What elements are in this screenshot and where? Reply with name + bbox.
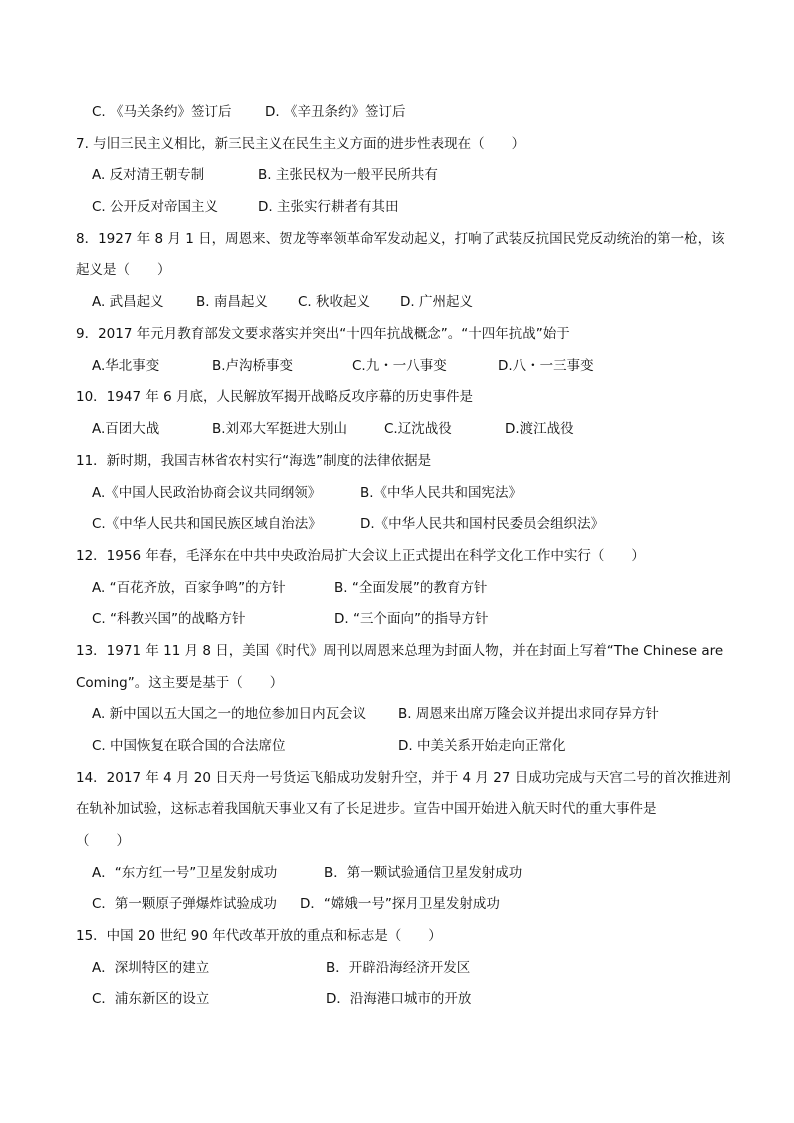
option-7a: A. 反对清王朝专制	[92, 167, 205, 183]
question-14-cont: 在轨补加试验，这标志着我国航天事业又有了长足进步。宣告中国开始进入航天时代的重大事件是	[76, 801, 657, 817]
question-7: 7. 与旧三民主义相比，新三民主义在民生主义方面的进步性表现在（ ）	[76, 136, 526, 152]
option-13b: B. 周恩来出席万隆会议并提出求同存异方针	[398, 706, 659, 722]
option-8c: C. 秋收起义	[298, 294, 371, 310]
question-10: 10．1947 年 6 月底，人民解放军揭开战略反攻序幕的历史事件是	[76, 389, 473, 405]
option-15c: C．浦东新区的设立	[92, 991, 210, 1007]
question-12: 12．1956 年春，毛泽东在中共中央政治局扩大会议上正式提出在科学文化工作中实行（ ）	[76, 548, 645, 564]
question-15: 15．中国 20 世纪 90 年代改革开放的重点和标志是（ ）	[76, 928, 442, 944]
option-11a: A.《中国人民政治协商会议共同纲领》	[92, 485, 322, 501]
option-8b: B. 南昌起义	[196, 294, 268, 310]
option-11b: B.《中华人民共和国宪法》	[360, 485, 523, 501]
option-8a: A. 武昌起义	[92, 294, 164, 310]
option-6d: D. 《辛丑条约》签订后	[265, 104, 406, 120]
question-11: 11．新时期，我国吉林省农村实行“海选”制度的法律依据是	[76, 453, 432, 469]
option-15a: A．深圳特区的建立	[92, 960, 210, 976]
option-14d: D．“嫦娥一号”探月卫星发射成功	[300, 896, 500, 912]
option-12d: D. “三个面向”的指导方针	[334, 611, 489, 627]
option-10a: A.百团大战	[92, 421, 160, 437]
option-7d: D. 主张实行耕者有其田	[258, 199, 399, 215]
option-10d: D.渡江战役	[505, 421, 574, 437]
option-8d: D. 广州起义	[400, 294, 473, 310]
option-6c: C. 《马关条约》签订后	[92, 104, 232, 120]
option-9a: A.华北事变	[92, 358, 160, 374]
option-7c: C. 公开反对帝国主义	[92, 199, 219, 215]
option-12c: C. “科教兴国”的战略方针	[92, 611, 246, 627]
option-10c: C.辽沈战役	[384, 421, 452, 437]
option-10b: B.刘邓大军挺进大别山	[212, 421, 348, 437]
option-13c: C. 中国恢复在联合国的合法席位	[92, 738, 286, 754]
option-15d: D．沿海港口城市的开放	[326, 991, 472, 1007]
option-14c: C．第一颗原子弹爆炸试验成功	[92, 896, 277, 912]
question-14: 14．2017 年 4 月 20 日天舟一号货运飞船成功发射升空，并于 4 月 27 日成功完成与天宫二号的首次推进剂	[76, 770, 731, 786]
question-13-cont: Coming”。这主要是基于（ ）	[76, 675, 284, 691]
option-15b: B．开辟沿海经济开发区	[326, 960, 471, 976]
option-12a: A. “百花齐放，百家争鸣”的方针	[92, 580, 286, 596]
option-9c: C.九・一八事变	[352, 358, 447, 374]
question-14-blank: （ ）	[76, 833, 130, 849]
option-9d: D.八・一三事变	[498, 358, 594, 374]
option-14a: A．“东方红一号”卫星发射成功	[92, 865, 278, 881]
question-8-cont: 起义是（ ）	[76, 262, 171, 278]
option-9b: B.卢沟桥事变	[212, 358, 294, 374]
question-8: 8．1927 年 8 月 1 日，周恩来、贺龙等率领革命军发动起义，打响了武装反抗国民党反动统治的第一枪，该	[76, 231, 725, 247]
option-11d: D.《中华人民共和国村民委员会组织法》	[360, 516, 605, 532]
option-7b: B. 主张民权为一般平民所共有	[258, 167, 438, 183]
option-13d: D. 中美关系开始走向正常化	[398, 738, 566, 754]
option-11c: C.《中华人民共和国民族区域自治法》	[92, 516, 322, 532]
option-12b: B. “全面发展”的教育方针	[334, 580, 488, 596]
question-9: 9．2017 年元月教育部发文要求落实并突出“十四年抗战概念”。“十四年抗战”始于	[76, 326, 570, 342]
option-13a: A. 新中国以五大国之一的地位参加日内瓦会议	[92, 706, 367, 722]
question-13: 13．1971 年 11 月 8 日，美国《时代》周刊以周恩来总理为封面人物，并在封面上写着“The Chinese are	[76, 643, 724, 659]
option-14b: B．第一颗试验通信卫星发射成功	[324, 865, 523, 881]
